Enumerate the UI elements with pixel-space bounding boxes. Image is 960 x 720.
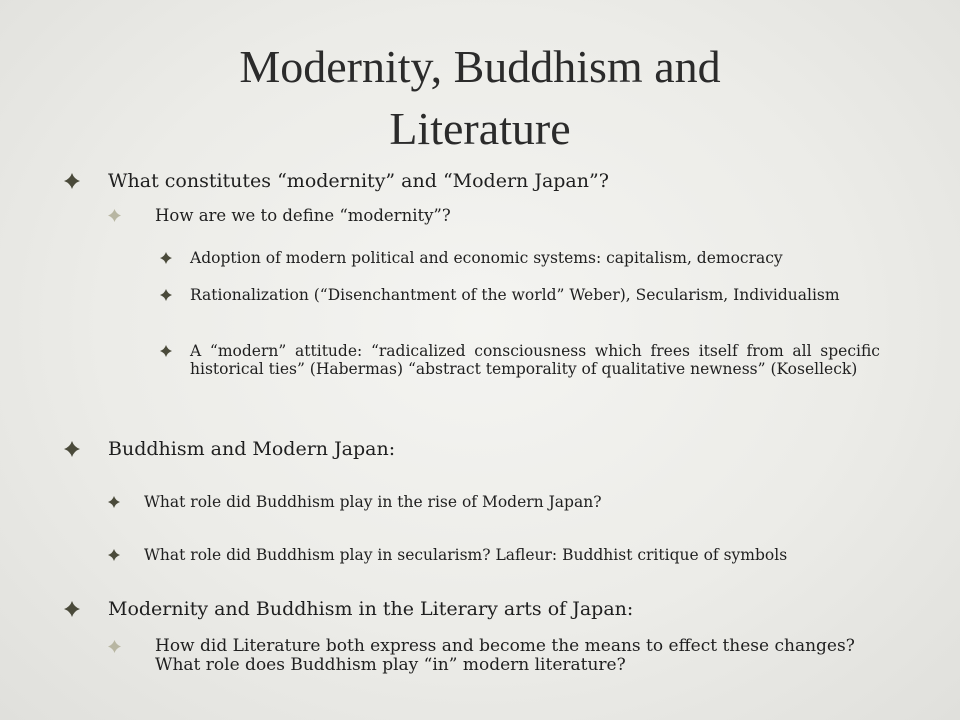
bullet-buddhism-modern-japan (64, 438, 904, 460)
bullet-define-modernity (108, 206, 898, 226)
bullet-text: What constitutes “modernity” and “Modern Japan”? (108, 170, 609, 192)
bullet-modernity-question (64, 170, 904, 192)
four-petal-diamond-icon (160, 286, 190, 301)
four-petal-diamond-icon (108, 493, 144, 508)
bullet-modern-attitude (160, 342, 880, 378)
bullet-text: Rationalization (“Disenchantment of the world” Weber), Secularism, Individualism (190, 286, 840, 304)
bullet-text: A “modern” attitude: “radicalized consciousness which frees itself from all specific historical ties” (Habermas) “abstract temporality of qualitative newness” (Koselleck) (190, 342, 880, 378)
bullet-rationalization (160, 286, 880, 304)
four-petal-diamond-icon (108, 546, 144, 561)
four-petal-diamond-icon (108, 637, 155, 653)
bullet-text: Buddhism and Modern Japan: (108, 438, 396, 460)
bullet-role-secularism (108, 546, 908, 564)
bullet-text: Adoption of modern political and economic systems: capitalism, democracy (190, 249, 783, 267)
four-petal-diamond-icon (108, 206, 155, 222)
four-petal-diamond-icon (64, 170, 108, 189)
bullet-literary-arts (64, 598, 904, 620)
bullet-text: What role did Buddhism play in the rise of Modern Japan? (144, 493, 602, 511)
bullet-text: Modernity and Buddhism in the Literary arts of Japan: (108, 598, 634, 620)
bullet-literature-changes (108, 637, 888, 675)
bullet-text: How did Literature both express and become the means to effect these changes? What role does Buddhism play “in” modern literature? (155, 636, 855, 675)
four-petal-diamond-icon (160, 342, 190, 357)
four-petal-diamond-icon (64, 598, 108, 617)
bullet-role-rise-japan (108, 493, 908, 511)
bullet-text: How are we to define “modernity”? (155, 206, 451, 225)
four-petal-diamond-icon (160, 249, 190, 264)
four-petal-diamond-icon (64, 438, 108, 457)
title-line-2: Literature (389, 103, 571, 154)
bullet-text: What role did Buddhism play in secularism? Lafleur: Buddhist critique of symbols (144, 546, 788, 564)
bullet-adoption-systems (160, 249, 880, 267)
slide-title (60, 36, 900, 160)
title-line-1: Modernity, Buddhism and (239, 41, 721, 92)
